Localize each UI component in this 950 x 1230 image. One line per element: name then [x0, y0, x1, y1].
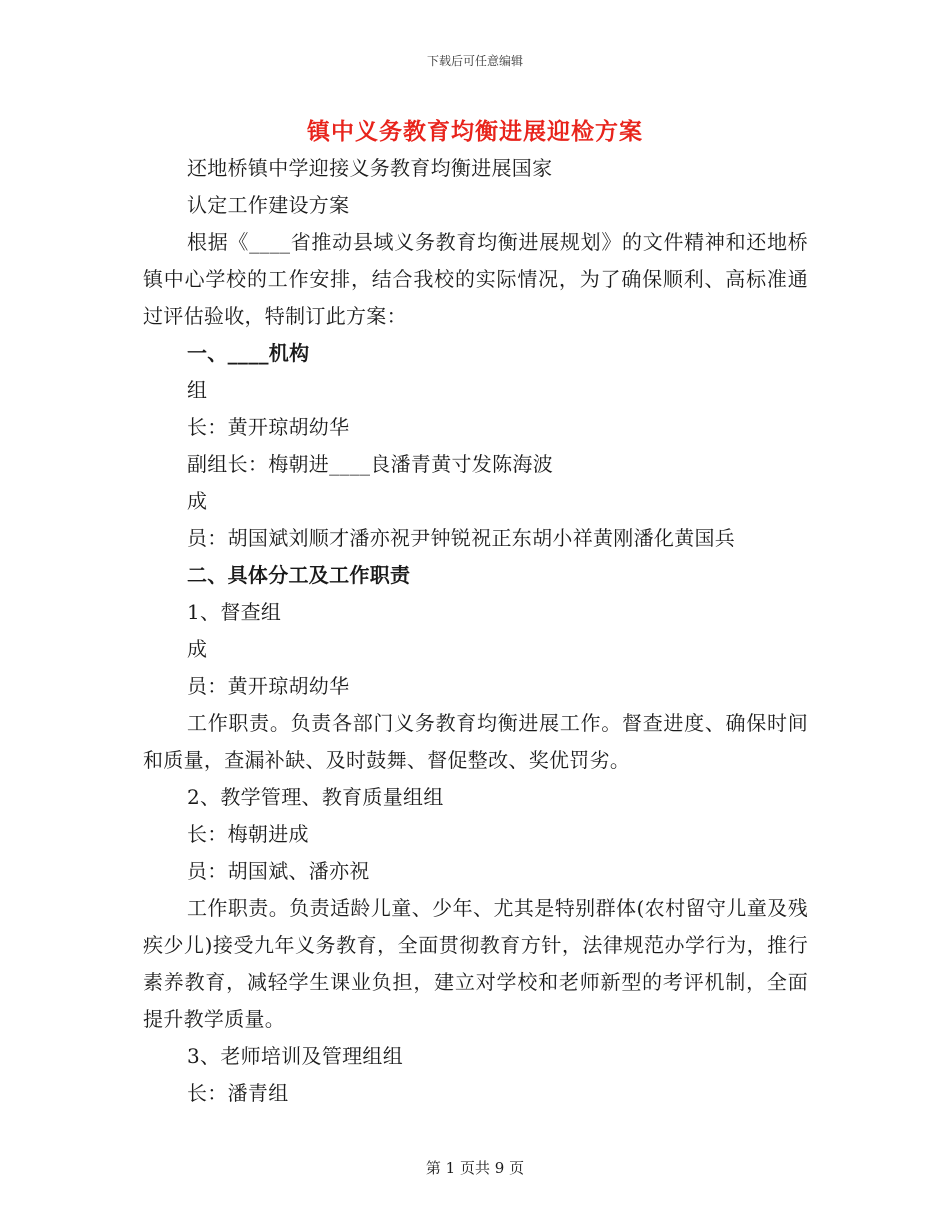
body-paragraph: 长：黄开琼胡幼华	[187, 415, 350, 439]
body-paragraph: 根据《____省推动县域义务教育均衡进展规划》的文件精神和还地桥镇中心学校的工作安排，结合我校的实际情况，为了确保顺利、高标准通过评估验收，特制订此方案：	[143, 230, 808, 328]
body-paragraph: 工作职责。负责各部门义务教育均衡进展工作。督查进度、确保时间和质量，查漏补缺、及时鼓舞、督促整改、奖优罚劣。	[143, 711, 808, 772]
page-footer-number: 第 1 页共 9 页	[425, 1159, 525, 1177]
body-paragraph: 认定工作建设方案	[187, 193, 350, 217]
body-paragraph: 工作职责。负责适龄儿童、少年、尤其是特别群体(农村留守儿童及残疾少儿)接受九年义务教育，全面贯彻教育方针，法律规范办学行为，推行素养教育，减轻学生课业负担，建立对学校和老师新型的考评机制，全面提升教学质量。	[143, 896, 808, 1031]
body-paragraph: 成	[187, 489, 208, 513]
body-paragraph: 副组长：梅朝进____良潘青黄寸发陈海波	[187, 452, 553, 476]
subsection-heading: 1、督查组	[187, 600, 282, 624]
body-paragraph: 员：胡国斌、潘亦祝	[187, 859, 370, 883]
body-paragraph: 员：胡国斌刘顺才潘亦祝尹钟锐祝正东胡小祥黄刚潘化黄国兵	[187, 526, 736, 550]
subsection-heading: 3、老师培训及管理组组	[187, 1044, 404, 1068]
body-paragraph: 还地桥镇中学迎接义务教育均衡进展国家	[187, 156, 553, 180]
body-paragraph: 成	[187, 637, 208, 661]
section-heading: 二、具体分工及工作职责	[187, 563, 411, 587]
body-paragraph: 组	[187, 378, 208, 402]
document-body	[143, 150, 808, 1112]
subsection-heading: 2、教学管理、教育质量组组	[187, 785, 444, 809]
body-paragraph: 长：梅朝进成	[187, 822, 309, 846]
page-header-note: 下载后可任意编辑	[426, 54, 523, 68]
body-paragraph: 员：黄开琼胡幼华	[187, 674, 350, 698]
body-paragraph: 长：潘青组	[187, 1081, 289, 1105]
document-title: 镇中义务教育均衡进展迎检方案	[307, 118, 643, 145]
section-heading: 一、____机构	[187, 341, 310, 365]
